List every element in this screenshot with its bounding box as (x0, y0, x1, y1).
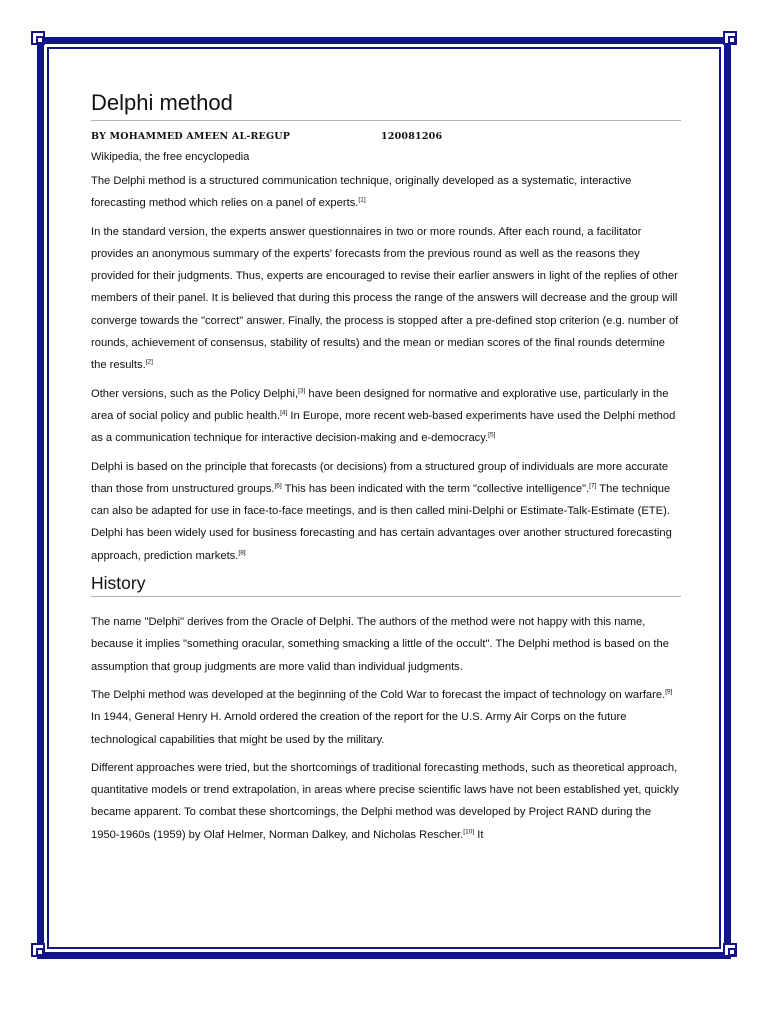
author-name: BY MOHAMMED AMEEN AL-REGUP (91, 131, 291, 142)
corner-ornament-top-left (31, 31, 45, 45)
history-paragraph-1: The name "Delphi" derives from the Oracle of Delphi. The authors of the method were not happy with this name, because it implies "something oracular, something smacking a little of the occult". The Delphi method is based on the assumption that group judgments are more valid than individual judgments. (91, 616, 669, 673)
document-body (91, 88, 681, 846)
author-id: 120081206 (381, 131, 443, 142)
history-paragraph-3: Different approaches were tried, but the shortcomings of traditional forecasting methods, such as theoretical approach, quantitative models or trend extrapolation, in areas where precise scientific laws have not been established yet, quickly became apparent. To combat these shortcomings, the Delphi method was developed by Project RAND during the 1950-1960s (1959) by Olaf Helmer, Norman Dalkey, and Nicholas Rescher.[10] It (91, 761, 679, 841)
intro-paragraph-3: Other versions, such as the Policy Delphi,[3] have been designed for normative and explorative use, particularly in the area of social policy and public health.[4] In Europe, more recent web-based experiments have used the Delphi method as a communication technique for interactive decision-making and e-democracy.[5] (91, 386, 676, 445)
citation-ref[interactable]: [4] (280, 409, 288, 417)
source-line: Wikipedia, the free encyclopedia (91, 151, 250, 163)
byline (91, 131, 681, 142)
citation-ref[interactable]: [6] (274, 482, 282, 490)
history-paragraph-2: The Delphi method was developed at the beginning of the Cold War to forecast the impact of technology on warfare.[9] In 1944, General Henry H. Arnold ordered the creation of the report for the U.S. Army Air Corps on the future technological capabilities that might be used by the military. (91, 688, 673, 746)
corner-ornament-bottom-right (723, 943, 737, 957)
corner-ornament-top-right (723, 31, 737, 45)
citation-ref[interactable]: [3] (298, 386, 306, 394)
intro-paragraph-2: In the standard version, the experts answer questionnaires in two or more rounds. After each round, a facilitator provides an anonymous summary of the experts' forecasts from the previous round as well as the reasons they provided for their judgments. Thus, experts are encouraged to revise their earlier answers in light of the replies of other members of their panel. It is believed that during this process the range of the answers will decrease and the group will converge towards the "correct" answer. Finally, the process is stopped after a pre-defined stop criterion (e.g. number of rounds, achievement of consensus, stability of results) and the mean or median scores of the final rounds determine the results.[2] (91, 225, 679, 372)
citation-ref[interactable]: [1] (358, 196, 366, 204)
section-heading-history: History (91, 571, 681, 597)
intro-paragraph-4: Delphi is based on the principle that forecasts (or decisions) from a structured group of individuals are more accurate than those from unstructured groups.[6] This has been indicated with the term "collective intelligence".[7] The technique can also be adapted for use in face-to-face meetings, and is then called mini-Delphi or Estimate-Talk-Estimate (ETE). Delphi has been widely used for business forecasting and has certain advantages over another structured forecasting approach, prediction markets.[8] (91, 460, 672, 562)
corner-ornament-bottom-left (31, 943, 45, 957)
page-title: Delphi method (91, 88, 681, 121)
citation-ref[interactable]: [8] (238, 549, 246, 557)
citation-ref[interactable]: [2] (145, 358, 153, 366)
citation-ref[interactable]: [10] (463, 827, 475, 835)
citation-ref[interactable]: [9] (665, 688, 673, 696)
intro-paragraph-1: The Delphi method is a structured communication technique, originally developed as a systematic, interactive forecasting method which relies on a panel of experts.[1] (91, 175, 632, 210)
citation-ref[interactable]: [7] (589, 482, 597, 490)
citation-ref[interactable]: [5] (488, 431, 496, 439)
